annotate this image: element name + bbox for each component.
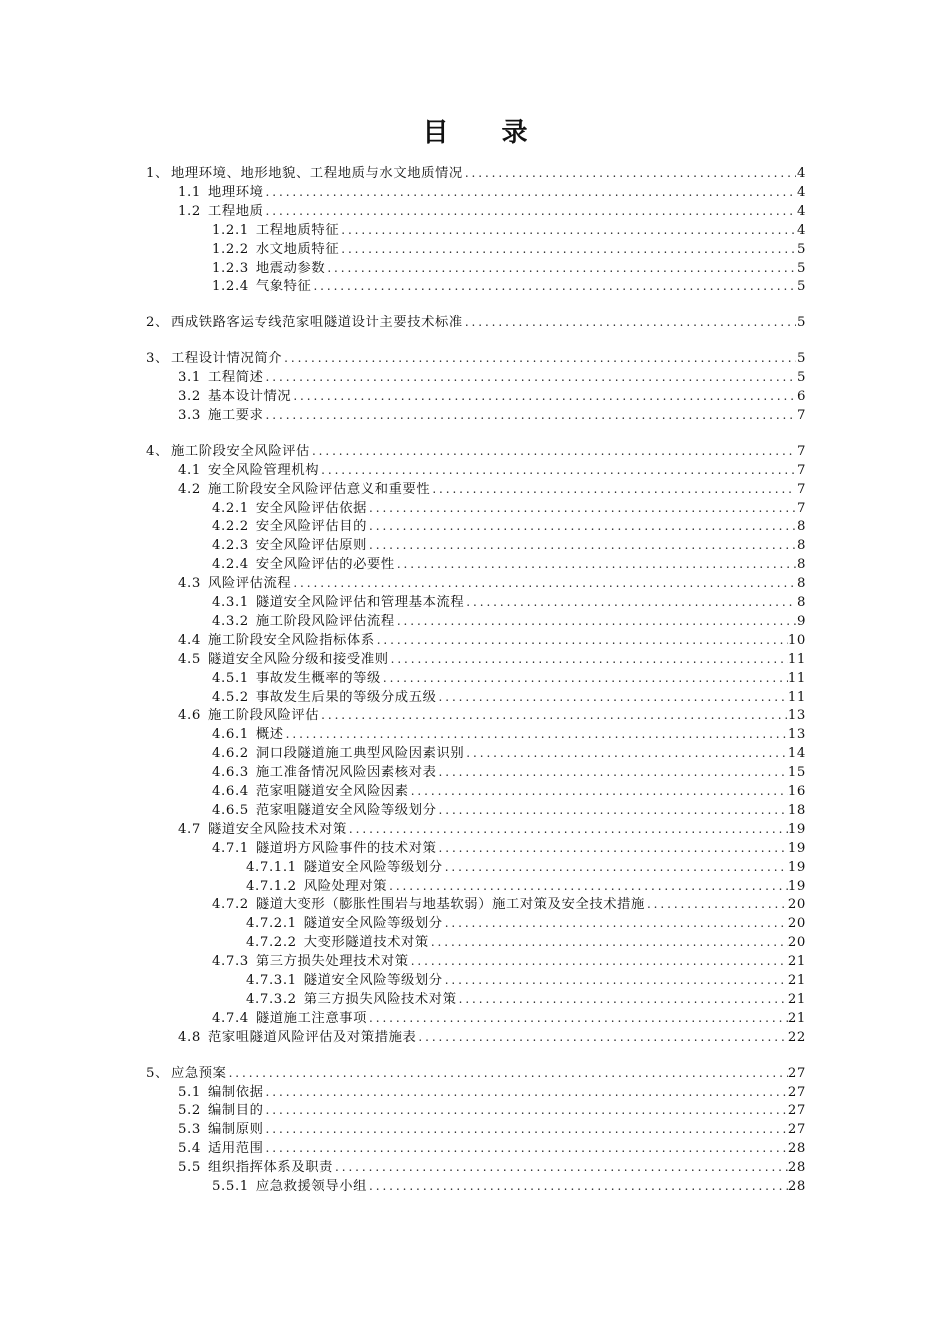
toc-entry[interactable] [178, 631, 806, 650]
toc-entry-title: 隧道安全风险等级划分 [303, 916, 443, 932]
toc-entry[interactable] [212, 669, 806, 688]
toc-entry-number: 4.6.5 [212, 802, 249, 818]
toc-dot-leader [319, 461, 796, 480]
toc-entry-title: 施工准备情况风险因素核对表 [255, 765, 437, 781]
toc-dot-leader [437, 839, 788, 858]
toc-dot-leader [264, 1139, 788, 1158]
toc-entry-number: 4.6.4 [212, 784, 249, 799]
toc-page-number: 11 [787, 651, 806, 667]
toc-entry-title: 安全风险管理机构 [207, 462, 320, 478]
toc-entry-number: 4.6.2 [212, 746, 249, 762]
toc-entry[interactable] [212, 1009, 806, 1028]
toc-entry[interactable] [246, 858, 806, 877]
toc-entry-title: 隧道大变形（膨胀性围岩与地基软弱）施工对策及安全技术措施 [255, 897, 645, 913]
toc-entry[interactable] [178, 1083, 806, 1102]
toc-entry[interactable] [212, 277, 806, 296]
toc-dot-leader [264, 406, 796, 425]
toc-entry-number: 5.5 [178, 1160, 201, 1176]
toc-entry[interactable] [246, 914, 806, 933]
toc-dot-leader [264, 183, 796, 202]
toc-entry[interactable] [146, 313, 806, 332]
toc-entry-number: 4.2.4 [212, 557, 249, 573]
toc-dot-leader [282, 349, 796, 368]
toc-entry-number: 3、 [146, 351, 169, 367]
toc-entry[interactable] [212, 240, 806, 259]
toc-entry-title: 地理环境、地形地貌、工程地质与水文地质情况 [170, 166, 463, 181]
toc-dot-leader [389, 650, 788, 669]
toc-entry-number: 4.7 [178, 821, 201, 837]
toc-entry-title: 第三方损失风险技术对策 [303, 991, 457, 1007]
toc-entry-number: 4.1 [178, 462, 201, 478]
toc-entry[interactable] [212, 593, 806, 612]
toc-entry[interactable] [178, 1120, 806, 1139]
toc-entry-number: 4.7.1.2 [246, 878, 297, 894]
toc-entry-number: 1.2.1 [212, 222, 249, 238]
toc-entry-number: 4.3 [178, 576, 201, 592]
toc-entry[interactable] [212, 499, 806, 518]
toc-entry[interactable] [212, 801, 806, 820]
toc-entry-number: 3.1 [178, 370, 201, 386]
toc-entry-number: 4.2.1 [212, 500, 249, 516]
toc-page-number: 11 [787, 670, 806, 686]
toc-entry[interactable] [178, 1139, 806, 1158]
toc-entry-title: 施工阶段安全风险评估 [170, 443, 310, 459]
toc-entry-title: 隧道施工注意事项 [255, 1010, 368, 1026]
toc-entry[interactable] [212, 839, 806, 858]
toc-page-number: 5 [796, 241, 806, 257]
toc-entry-title: 范家咀隧道安全风险因素 [255, 784, 409, 799]
toc-page-number: 8 [796, 519, 806, 535]
toc-page-number: 15 [787, 765, 806, 781]
toc-dot-leader [409, 952, 788, 971]
toc-page-number: 5 [796, 370, 806, 386]
toc-entry-title: 工程简述 [207, 370, 264, 386]
toc-entry[interactable] [212, 221, 806, 240]
toc-entry-number: 4.8 [178, 1029, 201, 1045]
toc-entry-number: 4.5 [178, 651, 201, 667]
toc-entry-number: 3.3 [178, 407, 201, 423]
toc-entry-title: 施工要求 [207, 407, 264, 423]
toc-dot-leader [645, 895, 788, 914]
toc-entry[interactable] [178, 1158, 806, 1177]
toc-entry-title: 应急救援领导小组 [255, 1179, 368, 1194]
toc-entry[interactable] [178, 650, 806, 669]
toc-dot-leader [457, 990, 788, 1009]
toc-entry[interactable] [212, 763, 806, 782]
toc-entry[interactable] [146, 442, 806, 461]
toc-entry-title: 编制依据 [207, 1084, 264, 1100]
toc-entry-title: 范家咀隧道安全风险等级划分 [255, 802, 437, 818]
toc-entry-title: 隧道安全风险等级划分 [303, 859, 443, 875]
toc-entry-title: 事故发生概率的等级 [255, 670, 381, 686]
toc-page-number: 6 [796, 389, 806, 404]
toc-entry-title: 组织指挥体系及职责 [207, 1160, 334, 1176]
toc-entry-title: 风险处理对策 [303, 878, 388, 894]
toc-entry[interactable] [212, 725, 806, 744]
toc-entry-number: 4.2.3 [212, 538, 249, 554]
toc-entry-title: 适用范围 [207, 1141, 264, 1157]
toc-dot-leader [339, 221, 796, 240]
toc-entry[interactable] [212, 555, 806, 574]
toc-page-number: 8 [796, 557, 806, 573]
toc-entry-number: 1.2 [178, 203, 201, 219]
toc-entry-number: 1、 [146, 166, 169, 181]
document-title: 目 录 [422, 118, 550, 148]
toc-entry-title: 施工阶段风险评估 [207, 708, 320, 724]
toc-dot-leader [375, 631, 788, 650]
toc-entry-number: 4.7.2.1 [246, 916, 297, 932]
toc-dot-leader [367, 536, 796, 555]
toc-dot-leader [264, 202, 796, 221]
toc-page-number: 27 [787, 1122, 806, 1138]
toc-dot-leader [443, 971, 788, 990]
toc-entry-title: 安全风险评估依据 [255, 500, 368, 516]
toc-entry-number: 4.2.2 [212, 519, 249, 535]
toc-page-number: 5 [796, 260, 806, 276]
toc-entry-number: 4.7.1 [212, 840, 249, 856]
toc-entry-title: 隧道安全风险技术对策 [207, 821, 347, 837]
toc-entry[interactable] [178, 1101, 806, 1120]
toc-entry-number: 4.4 [178, 632, 201, 648]
toc-entry-title: 气象特征 [255, 279, 312, 295]
toc-entry-number: 1.2.3 [212, 260, 249, 276]
toc-entry[interactable] [178, 706, 806, 725]
toc-dot-leader [409, 782, 788, 801]
toc-entry-number: 2、 [146, 315, 169, 331]
toc-entry-title: 安全风险评估目的 [255, 519, 368, 535]
toc-entry-number: 4.7.3.1 [246, 973, 297, 988]
toc-entry-number: 5.1 [178, 1084, 201, 1100]
toc-entry[interactable] [212, 688, 806, 707]
toc-entry[interactable] [212, 952, 806, 971]
toc-page-number: 10 [787, 632, 806, 648]
toc-entry-title: 西成铁路客运专线范家咀隧道设计主要技术标准 [170, 315, 463, 331]
toc-entry-title: 地震动参数 [255, 260, 326, 276]
toc-entry-title: 大变形隧道技术对策 [303, 935, 429, 951]
toc-entry[interactable] [146, 349, 806, 368]
toc-dot-leader [339, 240, 796, 259]
toc-entry[interactable] [212, 744, 806, 763]
toc-page-number: 20 [787, 897, 806, 913]
toc-page-number: 21 [787, 954, 806, 970]
toc-dot-leader [347, 820, 788, 839]
toc-entry-number: 4.7.1.1 [246, 859, 297, 875]
toc-entry[interactable] [246, 933, 806, 952]
toc-page-number: 8 [796, 538, 806, 554]
toc-entry-title: 概述 [255, 727, 284, 743]
toc-page-number: 9 [796, 613, 806, 629]
toc-entry-title: 风险评估流程 [207, 576, 292, 592]
toc-dot-leader [464, 593, 796, 612]
toc-page-number: 16 [787, 784, 806, 799]
toc-page-number: 22 [787, 1029, 806, 1045]
toc-entry-title: 事故发生后果的等级分成五级 [255, 689, 437, 705]
toc-page-number: 5 [796, 279, 806, 295]
toc-page-number: 14 [787, 746, 806, 762]
toc-entry-number: 4.7.2 [212, 897, 249, 913]
toc-page-number: 13 [787, 708, 806, 724]
toc-entry-title: 施工阶段安全风险指标体系 [207, 632, 375, 648]
toc-entry[interactable] [212, 517, 806, 536]
toc-dot-leader [284, 725, 788, 744]
toc-page-number: 18 [787, 802, 806, 818]
toc-entry-number: 5.3 [178, 1122, 201, 1138]
toc-dot-leader [416, 1028, 787, 1047]
toc-entry-number: 4.6.1 [212, 727, 249, 743]
toc-entry[interactable] [212, 612, 806, 631]
toc-page-number: 4 [796, 203, 806, 219]
toc-entry-title: 隧道安全风险等级划分 [303, 973, 443, 988]
toc-entry[interactable] [178, 202, 806, 221]
toc-entry[interactable] [212, 536, 806, 555]
toc-entry-number: 1.2.2 [212, 241, 249, 257]
toc-dot-leader [367, 517, 796, 536]
toc-entry-number: 5、 [146, 1065, 169, 1081]
toc-entry[interactable] [178, 820, 806, 839]
toc-entry-number: 1.2.4 [212, 279, 249, 295]
toc-dot-leader [291, 387, 796, 406]
toc-dot-leader [367, 1009, 788, 1028]
toc-dot-leader [463, 313, 796, 332]
toc-page-number: 19 [787, 878, 806, 894]
toc-entry-title: 编制原则 [207, 1122, 264, 1138]
toc-page-number: 8 [796, 595, 806, 610]
toc-entry-title: 安全风险评估原则 [255, 538, 368, 554]
toc-entry-number: 4.7.4 [212, 1010, 249, 1026]
toc-entry-title: 安全风险评估的必要性 [255, 557, 395, 573]
toc-entry-title: 工程地质 [207, 203, 264, 219]
toc-entry[interactable] [178, 183, 806, 202]
toc-page-number: 27 [787, 1065, 806, 1081]
toc-dot-leader [464, 744, 788, 763]
toc-entry-title: 应急预案 [170, 1065, 227, 1081]
toc-dot-leader [333, 1158, 788, 1177]
toc-page-number: 21 [787, 1010, 806, 1026]
toc-entry-number: 4.5.2 [212, 689, 249, 705]
toc-page-number: 27 [787, 1084, 806, 1100]
toc-page-number: 28 [787, 1160, 806, 1176]
toc-entry[interactable] [146, 164, 806, 183]
toc-entry-title: 隧道安全风险分级和接受准则 [207, 651, 389, 667]
toc-dot-leader [227, 1064, 788, 1083]
toc-entry[interactable] [178, 480, 806, 499]
toc-entry-title: 施工阶段风险评估流程 [255, 613, 395, 629]
toc-dot-leader [291, 574, 796, 593]
toc-entry-number: 4.7.3 [212, 954, 249, 970]
toc-page-number: 4 [796, 166, 806, 181]
toc-entry[interactable] [212, 1177, 806, 1196]
toc-page-number: 13 [787, 727, 806, 743]
toc-entry[interactable] [246, 990, 806, 1009]
toc-page-number: 27 [787, 1103, 806, 1119]
toc-dot-leader [319, 706, 788, 725]
toc-entry-number: 4.5.1 [212, 670, 249, 686]
toc-entry-title: 工程地质特征 [255, 222, 340, 238]
toc-dot-leader [367, 1177, 788, 1196]
toc-entry-number: 1.1 [178, 184, 201, 200]
toc-page-number: 5 [796, 315, 806, 331]
toc-entry-title: 编制目的 [207, 1103, 264, 1119]
toc-entry-title: 第三方损失处理技术对策 [255, 954, 409, 970]
toc-entry-title: 工程设计情况简介 [170, 351, 283, 367]
toc-dot-leader [264, 368, 796, 387]
toc-dot-leader [325, 259, 796, 278]
toc-page-number: 28 [787, 1179, 806, 1194]
toc-entry-number: 4.7.3.2 [246, 991, 297, 1007]
toc-dot-leader [264, 1120, 788, 1139]
toc-dot-leader [430, 480, 796, 499]
toc-entry[interactable] [178, 387, 806, 406]
toc-entry-number: 4.6 [178, 708, 201, 724]
toc-page-number: 7 [796, 500, 806, 516]
toc-dot-leader [429, 933, 788, 952]
toc-entry-number: 3.2 [178, 389, 201, 404]
toc-entry[interactable] [246, 877, 806, 896]
toc-page-number: 5 [796, 351, 806, 367]
toc-entry-number: 5.5.1 [212, 1179, 249, 1194]
toc-page-number: 21 [787, 973, 806, 988]
toc-dot-leader [264, 1083, 788, 1102]
toc-dot-leader [264, 1101, 788, 1120]
toc-entry-title: 施工阶段安全风险评估意义和重要性 [207, 481, 431, 497]
toc-entry[interactable] [178, 574, 806, 593]
toc-page-number: 8 [796, 576, 806, 592]
toc-entry-number: 4.3.1 [212, 595, 249, 610]
toc-entry-title: 范家咀隧道风险评估及对策措施表 [207, 1029, 417, 1045]
toc-dot-leader [437, 801, 788, 820]
toc-page-number: 4 [796, 184, 806, 200]
toc-entry[interactable] [246, 971, 806, 990]
toc-page-number: 21 [787, 991, 806, 1007]
toc-page-number: 19 [787, 859, 806, 875]
toc-dot-leader [395, 612, 796, 631]
toc-dot-leader [443, 858, 788, 877]
toc-page-number: 19 [787, 840, 806, 856]
toc-entry-title: 水文地质特征 [255, 241, 340, 257]
toc-entry[interactable] [178, 1028, 806, 1047]
toc-dot-leader [387, 877, 788, 896]
toc-entry-number: 4.6.3 [212, 765, 249, 781]
toc-page-number: 4 [796, 222, 806, 238]
toc-entry-title: 地理环境 [207, 184, 264, 200]
toc-page-number: 19 [787, 821, 806, 837]
toc-entry-number: 5.4 [178, 1141, 201, 1157]
toc-entry-number: 4.7.2.2 [246, 935, 297, 951]
toc-dot-leader [395, 555, 796, 574]
toc-entry[interactable] [212, 259, 806, 278]
toc-entry[interactable] [178, 406, 806, 425]
toc-dot-leader [367, 499, 796, 518]
toc-entry-title: 洞口段隧道施工典型风险因素识别 [255, 746, 465, 762]
toc-entry-title: 隧道安全风险评估和管理基本流程 [255, 595, 465, 610]
toc-entry[interactable] [212, 895, 806, 914]
toc-page-number: 7 [796, 443, 806, 459]
toc-page-number: 20 [787, 916, 806, 932]
toc-entry-title: 隧道坍方风险事件的技术对策 [255, 840, 437, 856]
toc-entry-number: 4、 [146, 443, 169, 459]
toc-page-number: 7 [796, 481, 806, 497]
toc-dot-leader [437, 688, 788, 707]
toc-dot-leader [381, 669, 788, 688]
toc-entry-number: 5.2 [178, 1103, 201, 1119]
toc-dot-leader [463, 164, 796, 183]
toc-page-number: 7 [796, 462, 806, 478]
toc-dot-leader [443, 914, 788, 933]
toc-entry-number: 4.3.2 [212, 613, 249, 629]
toc-entry-number: 4.2 [178, 481, 201, 497]
toc-page-number: 11 [787, 689, 806, 705]
toc-page-number: 7 [796, 407, 806, 423]
toc-entry[interactable] [178, 461, 806, 480]
toc-entry[interactable] [212, 782, 806, 801]
toc-entry-title: 基本设计情况 [207, 389, 292, 404]
toc-dot-leader [310, 442, 796, 461]
toc-dot-leader [437, 763, 788, 782]
toc-entry[interactable] [146, 1064, 806, 1083]
toc-entry[interactable] [178, 368, 806, 387]
toc-dot-leader [311, 277, 796, 296]
toc-page-number: 20 [787, 935, 806, 951]
toc-page-number: 28 [787, 1141, 806, 1157]
